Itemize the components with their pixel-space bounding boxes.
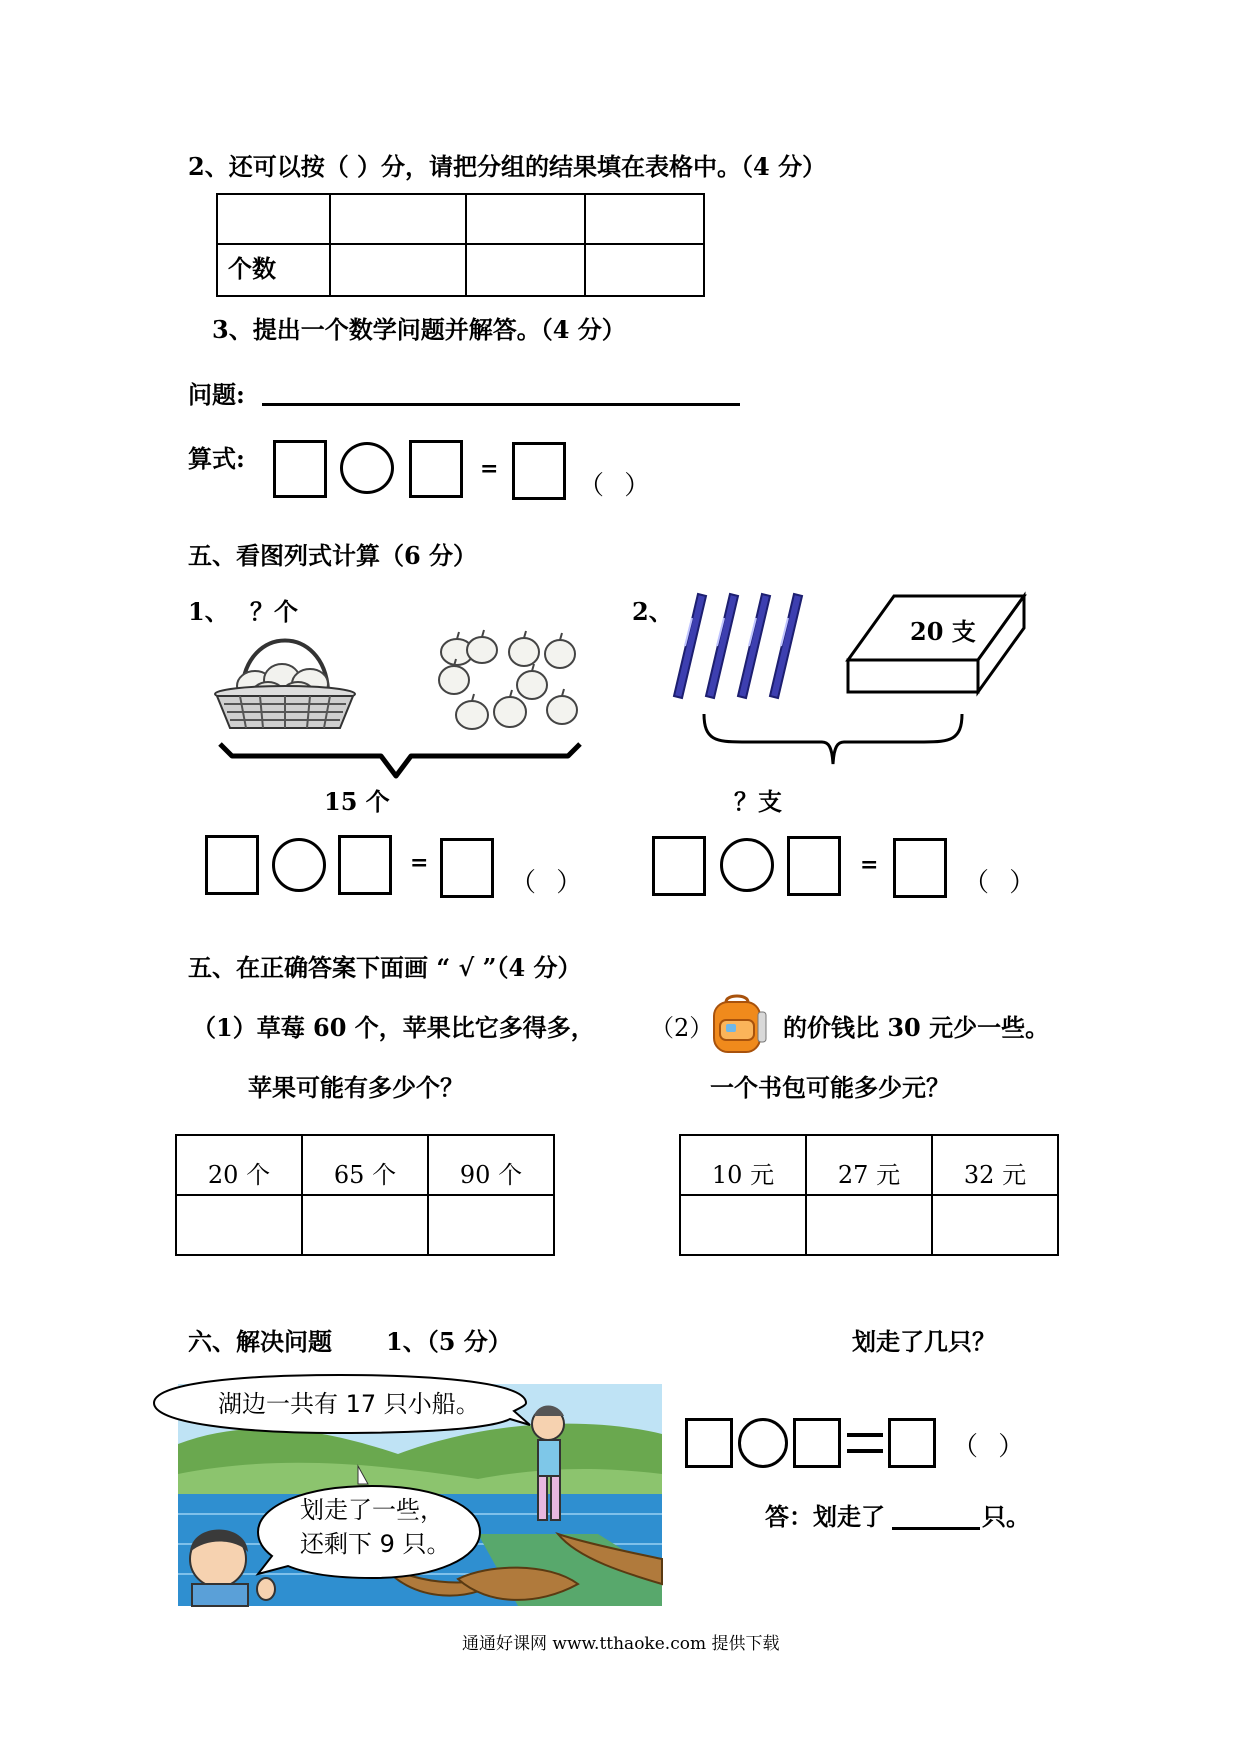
problem-number: 1、 <box>188 597 229 626</box>
checkmark-cell[interactable] <box>302 1195 428 1255</box>
equals-bar <box>847 1433 883 1437</box>
q1-score-label: 1、（5 分） <box>386 1327 512 1356</box>
q2-cell[interactable] <box>330 194 466 244</box>
formula-box[interactable] <box>409 440 463 498</box>
speech-bubble-2-line1: 划走了一些， <box>300 1496 444 1524</box>
box-count-label: 20 支 <box>910 617 976 646</box>
equals-sign: = <box>860 852 879 878</box>
option-label: 27 元 <box>806 1135 932 1195</box>
q2-row-label: 个数 <box>217 244 330 296</box>
answer-prefix: 答：划走了 <box>765 1502 885 1531</box>
q1-line1: （1）草莓 60 个，苹果比它多得多， <box>192 1013 595 1042</box>
q2-cell[interactable] <box>585 194 704 244</box>
checkmark-cell[interactable] <box>176 1195 302 1255</box>
operator-circle[interactable] <box>340 442 394 494</box>
checkmark-cell[interactable] <box>428 1195 554 1255</box>
unit-parentheses[interactable]: （ ） <box>963 868 1042 898</box>
unknown-count-label: ？个 <box>250 597 298 626</box>
q2-cell[interactable] <box>217 194 330 244</box>
formula-box[interactable] <box>793 1418 841 1468</box>
option-label: 32 元 <box>932 1135 1058 1195</box>
section-title: 五、在正确答案下面画 “ √ ”（4 分） <box>188 953 582 982</box>
formula-box[interactable] <box>338 835 392 895</box>
question-answer-line[interactable] <box>262 403 740 406</box>
option-label: 65 个 <box>302 1135 428 1195</box>
formula-box[interactable] <box>205 835 259 895</box>
unit-parentheses[interactable]: （ ） <box>578 471 657 501</box>
formula-box[interactable] <box>787 836 841 896</box>
q2-line1: 的价钱比 30 元少一些。 <box>783 1013 1050 1042</box>
backpack-icon <box>706 994 768 1054</box>
speech-bubble-2-line2: 还剩下 9 只。 <box>300 1530 451 1558</box>
answer-suffix: 只。 <box>982 1502 1030 1531</box>
answer-blank[interactable] <box>892 1527 980 1530</box>
checkmark-cell[interactable] <box>806 1195 932 1255</box>
equals-bar <box>847 1449 883 1453</box>
result-box[interactable] <box>512 442 566 500</box>
formula-label: 算式: <box>188 444 245 473</box>
equals-sign: = <box>480 456 499 482</box>
problem-number: 2、 <box>632 597 673 626</box>
footer-credit: 通通好课网 www.tthaoke.com 提供下载 <box>462 1634 780 1654</box>
total-count-label: ？支 <box>734 787 782 816</box>
total-brace-icon <box>218 740 583 782</box>
q2-cell[interactable] <box>466 194 585 244</box>
q3-text: 3、提出一个数学问题并解答。（4 分） <box>212 315 626 344</box>
pear-basket-icon <box>210 628 360 738</box>
q2-cell[interactable] <box>585 244 704 296</box>
option-label: 90 个 <box>428 1135 554 1195</box>
operator-circle[interactable] <box>720 838 774 892</box>
q2-number: （2） <box>650 1014 714 1042</box>
unit-parentheses[interactable]: （ ） <box>510 868 589 898</box>
total-brace-icon <box>702 712 964 768</box>
operator-circle[interactable] <box>272 838 326 892</box>
formula-box[interactable] <box>273 440 327 498</box>
section-title: 五、看图列式计算（6 分） <box>188 541 478 570</box>
problem-question: 划走了几只？ <box>852 1327 996 1356</box>
formula-box[interactable] <box>652 836 706 896</box>
q2-cell[interactable] <box>466 244 585 296</box>
question-label: 问题: <box>188 380 245 409</box>
formula-box[interactable] <box>685 1418 733 1468</box>
q2-table <box>216 193 705 297</box>
checkmark-cell[interactable] <box>932 1195 1058 1255</box>
result-box[interactable] <box>888 1418 936 1468</box>
equals-sign: = <box>410 850 429 876</box>
option-label: 10 元 <box>680 1135 806 1195</box>
q2-cell[interactable] <box>330 244 466 296</box>
bag-price-options-table <box>679 1134 1059 1256</box>
result-box[interactable] <box>893 838 947 898</box>
checkmark-cell[interactable] <box>680 1195 806 1255</box>
loose-pears-icon <box>432 630 582 740</box>
result-box[interactable] <box>440 838 494 898</box>
option-label: 20 个 <box>176 1135 302 1195</box>
q1-line2: 苹果可能有多少个？ <box>248 1073 464 1102</box>
speech-bubble-1-text: 湖边一共有 17 只小船。 <box>218 1390 480 1418</box>
total-count-label: 15 个 <box>324 787 390 816</box>
q2-text: 2、还可以按（ ）分，请把分组的结果填在表格中。（4 分） <box>188 152 827 181</box>
unit-parentheses[interactable]: （ ） <box>952 1432 1031 1462</box>
section-title: 六、解决问题 <box>188 1327 332 1356</box>
q2-line2: 一个书包可能多少元？ <box>710 1073 950 1102</box>
apple-options-table <box>175 1134 555 1256</box>
operator-circle[interactable] <box>738 1418 788 1468</box>
pens-icon <box>668 588 818 703</box>
